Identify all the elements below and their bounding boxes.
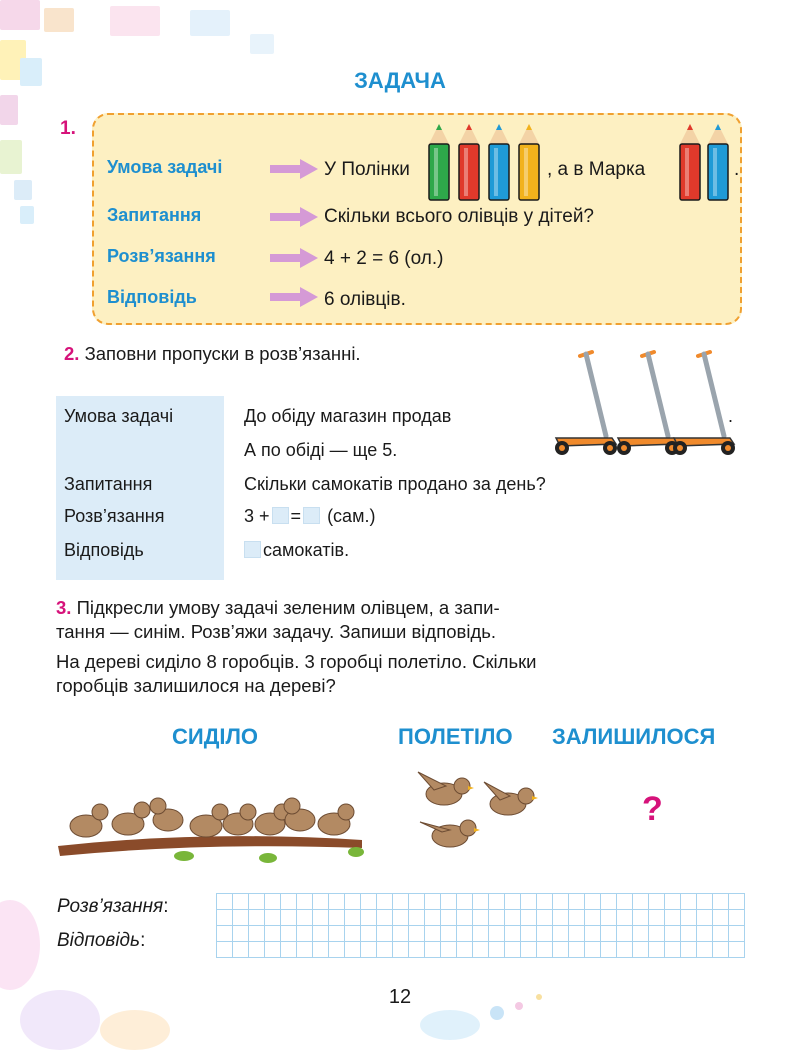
arrow-icon: [270, 157, 318, 181]
task2-question: Скільки самокатів продано за день?: [244, 474, 546, 494]
task2-label-condition: Умова задачі: [64, 406, 174, 426]
task1-answer-text: 6 олівців.: [324, 289, 406, 310]
task1-condition-text-a: У Полінки: [324, 159, 410, 180]
task2-solution-suffix: (сам.): [327, 506, 376, 526]
arrow-icon: [270, 246, 318, 270]
writing-grid[interactable]: [216, 893, 745, 958]
task2-instruction-line: [64, 343, 361, 365]
task2-number: 2.: [64, 343, 80, 364]
task2-instruction: Заповни пропуски в розв’язанні.: [84, 343, 361, 364]
task2-condition-period: .: [728, 406, 734, 426]
answer-blank-box[interactable]: [272, 507, 289, 524]
task1-label-condition: Умова задачі: [107, 157, 223, 177]
task1-label-answer: Відповідь: [107, 287, 197, 307]
task3-number: 3.: [56, 597, 72, 618]
question-mark: ?: [642, 790, 663, 828]
task1-number: 1.: [60, 118, 76, 139]
task3-instruction-line2: тання — синім. Розв’яжи задачу. Запиши відповідь.: [56, 621, 497, 642]
task1-condition-text-c: .: [734, 159, 740, 180]
task3-problem: [56, 650, 746, 698]
answer-blank-box[interactable]: [244, 541, 261, 558]
task2-label-solution: Розв’язання: [64, 506, 165, 526]
task2-solution: [244, 506, 375, 527]
task2-label-question: Запитання: [64, 474, 153, 494]
task2-label-answer: Відповідь: [64, 540, 144, 560]
page-number: 12: [388, 986, 412, 1008]
arrow-icon: [270, 285, 318, 309]
scooters-icon: [550, 348, 740, 460]
task1-label-question: Запитання: [107, 205, 202, 225]
task2-condition-line1: До обіду магазин продав: [244, 406, 452, 426]
task3-problem-line2: горобців залишилося на дереві?: [56, 675, 336, 696]
answer-blank-box[interactable]: [303, 507, 320, 524]
task2-solution-equals: =: [290, 506, 302, 526]
task3-problem-line1: На дереві сиділо 8 горобців. 3 горобці полетіло. Скільки: [56, 651, 537, 672]
task1-question-text: Скільки всього олівців у дітей?: [324, 206, 594, 227]
task2-answer: [244, 540, 349, 561]
task1-condition-text-b: , а в Марка: [547, 159, 646, 180]
task2-condition-line2: А по обіді — ще 5.: [244, 440, 398, 460]
pencils-polinka-icon: [423, 122, 545, 202]
pencils-marko-icon: [674, 122, 734, 202]
caption-sat: СИДІЛО: [172, 724, 259, 749]
flying-sparrows-icon: [404, 770, 544, 862]
task3-instruction: [56, 596, 746, 644]
task1-label-solution: Розв’язання: [107, 246, 216, 266]
task1-solution-text: 4 + 2 = 6 (ол.): [324, 248, 444, 269]
task2-answer-suffix: самокатів.: [263, 540, 350, 560]
solution-label: Розв’язання:: [57, 896, 169, 917]
arrow-icon: [270, 205, 318, 229]
caption-remained: ЗАЛИШИЛОСЯ: [552, 724, 716, 749]
task3-instruction-line1: Підкресли умову задачі зеленим олівцем, а запи-: [76, 597, 500, 618]
page-title: ЗАДАЧА: [354, 68, 446, 93]
caption-flew: ПОЛЕТІЛО: [398, 724, 513, 749]
answer-label: Відповідь:: [57, 930, 146, 951]
task2-solution-prefix: 3 +: [244, 506, 270, 526]
sparrows-on-branch-icon: [56, 790, 366, 870]
